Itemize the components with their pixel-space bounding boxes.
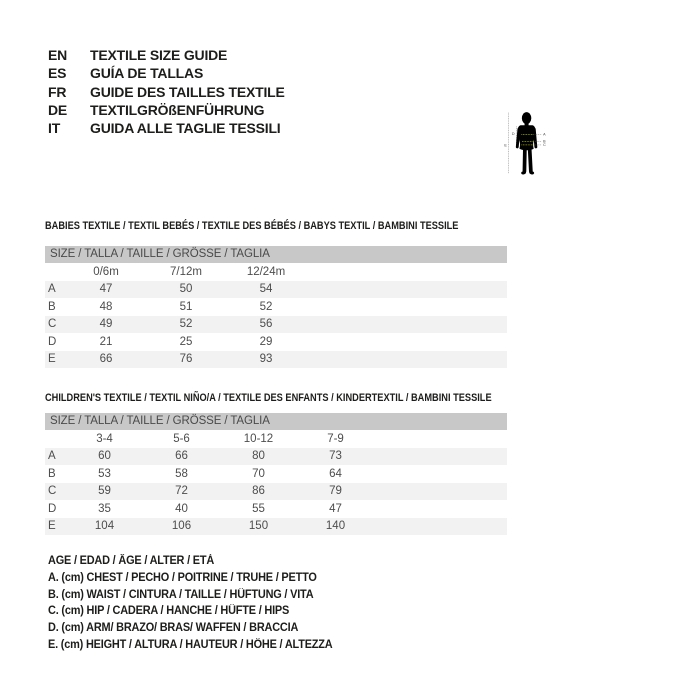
table-row [45,316,507,334]
row-label: D [48,502,57,515]
table-cell: 140 [325,520,346,533]
measure-label-e: E [504,143,507,148]
row-label: D [48,335,57,348]
row-label: A [48,450,56,463]
table-cell: 72 [175,485,188,498]
table-row [45,333,507,351]
silhouette-arm-left [517,129,519,147]
legend-line-hip: C. (cm) HIP / CADERA / HANCHE / HÜFTE / HIPS [48,605,290,618]
lang-row [48,101,285,119]
table-cell: 35 [98,502,111,515]
table-row [45,483,507,501]
lang-text: TEXTILE SIZE GUIDE [90,47,228,63]
legend-line-arm: D. (cm) ARM/ BRAZO/ BRAS/ WAFFEN / BRACCIA [48,622,299,635]
table-cell: 54 [259,283,273,296]
table-cell: 53 [98,467,111,480]
table-cell: 150 [248,520,269,533]
lang-code: DE [48,101,68,118]
table-cell: 76 [179,353,193,366]
table-cell: 59 [98,485,111,498]
measure-label-d: D [511,132,515,137]
table-cell: 70 [252,467,265,480]
children-size-table [45,392,507,535]
table-cell: 66 [99,353,113,366]
table-cell: 80 [252,450,265,463]
table-cell: 49 [99,318,113,331]
table-cell: 64 [329,467,342,480]
lang-code: ES [48,65,67,82]
legend-line-chest: A. (cm) CHEST / PECHO / POITRINE / TRUHE / PETTO [48,571,317,584]
column-header: 7/12m [170,265,202,278]
lang-code: EN [48,47,68,63]
legend-line-age: AGE / EDAD / ÂGE / ALTER / ETÀ [48,555,215,567]
row-label: B [48,467,56,480]
lang-row [48,46,285,64]
table-row [45,298,507,316]
column-header: 3-4 [96,432,113,445]
row-label: A [48,283,56,296]
table-cell: 86 [252,485,265,498]
babies-table-title: BABIES TEXTILE / TEXTIL BEBÉS / TEXTILE DES BÉBÉS / BABYS TEXTIL / BAMBINI TESSILE [45,220,459,232]
measure-label-a: A [543,132,546,137]
child-silhouette-figure [500,25,700,260]
column-header: 12/24m [246,265,286,278]
table-cell: 56 [259,318,273,331]
measure-label-b: B [543,139,546,144]
babies-table-body [45,263,507,368]
language-list [48,46,285,137]
lang-text: GUIDA ALLE TAGLIE TESSILI [90,120,281,137]
row-label: B [48,300,56,313]
table-cell: 106 [171,520,192,533]
silhouette-arm-right [534,129,536,147]
lang-text: TEXTILGRÖßENFÜHRUNG [90,101,265,118]
table-cell: 29 [259,335,273,348]
table-cell: 52 [179,318,193,331]
row-label: C [48,318,57,331]
lang-row [48,119,285,137]
silhouette-neck [525,121,529,126]
column-header: 5-6 [173,432,190,445]
row-label: E [48,520,56,533]
table-cell: 47 [329,502,342,515]
table-cell: 25 [179,335,193,348]
table-row [45,518,507,536]
table-cell: 66 [175,450,188,463]
measure-label-c: C [543,143,546,148]
table-cell: 50 [179,283,193,296]
row-label: C [48,485,57,498]
children-table-title: CHILDREN'S TEXTILE / TEXTIL NIÑO/A / TEXTILE DES ENFANTS / KINDERTEXTIL / BAMBINI TESSILE [45,392,492,404]
table-cell: 48 [99,300,113,313]
lang-text: GUÍA DE TALLAS [90,65,204,82]
lang-row [48,83,285,101]
table-cell: 60 [98,450,111,463]
table-row [45,448,507,466]
table-cell: 104 [94,520,115,533]
table-row [45,351,507,369]
column-header: 7-9 [327,432,344,445]
legend-line-waist: B. (cm) WAIST / CINTURA / TAILLE / HÜFTUNG / VITA [48,588,314,601]
table-row [45,465,507,483]
silhouette-leg-right [530,150,531,171]
table-cell: 52 [259,300,273,313]
measurement-legend [48,553,347,654]
lang-text: GUIDE DES TAILLES TEXTILE [90,83,285,100]
table-cell: 51 [179,300,193,313]
size-header-bar: SIZE / TALLA / TAILLE / GRÖSSE / TAGLIA [45,413,507,430]
row-label: E [48,353,56,366]
child-silhouette [517,112,536,175]
table-cell: 47 [99,283,113,296]
table-cell: 58 [175,467,188,480]
column-header-row [45,263,507,281]
legend-line-height: E. (cm) HEIGHT / ALTURA / HAUTEUR / HÖHE / ALTEZZA [48,638,333,651]
lang-code: IT [48,120,61,137]
table-row [45,281,507,299]
column-header-row [45,430,507,448]
table-row [45,500,507,518]
table-cell: 79 [329,485,342,498]
size-diagram [500,25,700,260]
silhouette-torso [518,125,536,150]
children-table-body [45,430,507,535]
table-cell: 93 [259,353,273,366]
lang-row [48,64,285,82]
table-cell: 55 [252,502,265,515]
column-header: 0/6m [93,265,119,278]
column-header: 10-12 [243,432,274,445]
size-header-bar: SIZE / TALLA / TAILLE / GRÖSSE / TAGLIA [45,246,507,263]
table-cell: 21 [99,335,113,348]
babies-size-table [45,220,507,368]
table-cell: 73 [329,450,342,463]
lang-code: FR [48,83,67,100]
table-cell: 40 [175,502,188,515]
